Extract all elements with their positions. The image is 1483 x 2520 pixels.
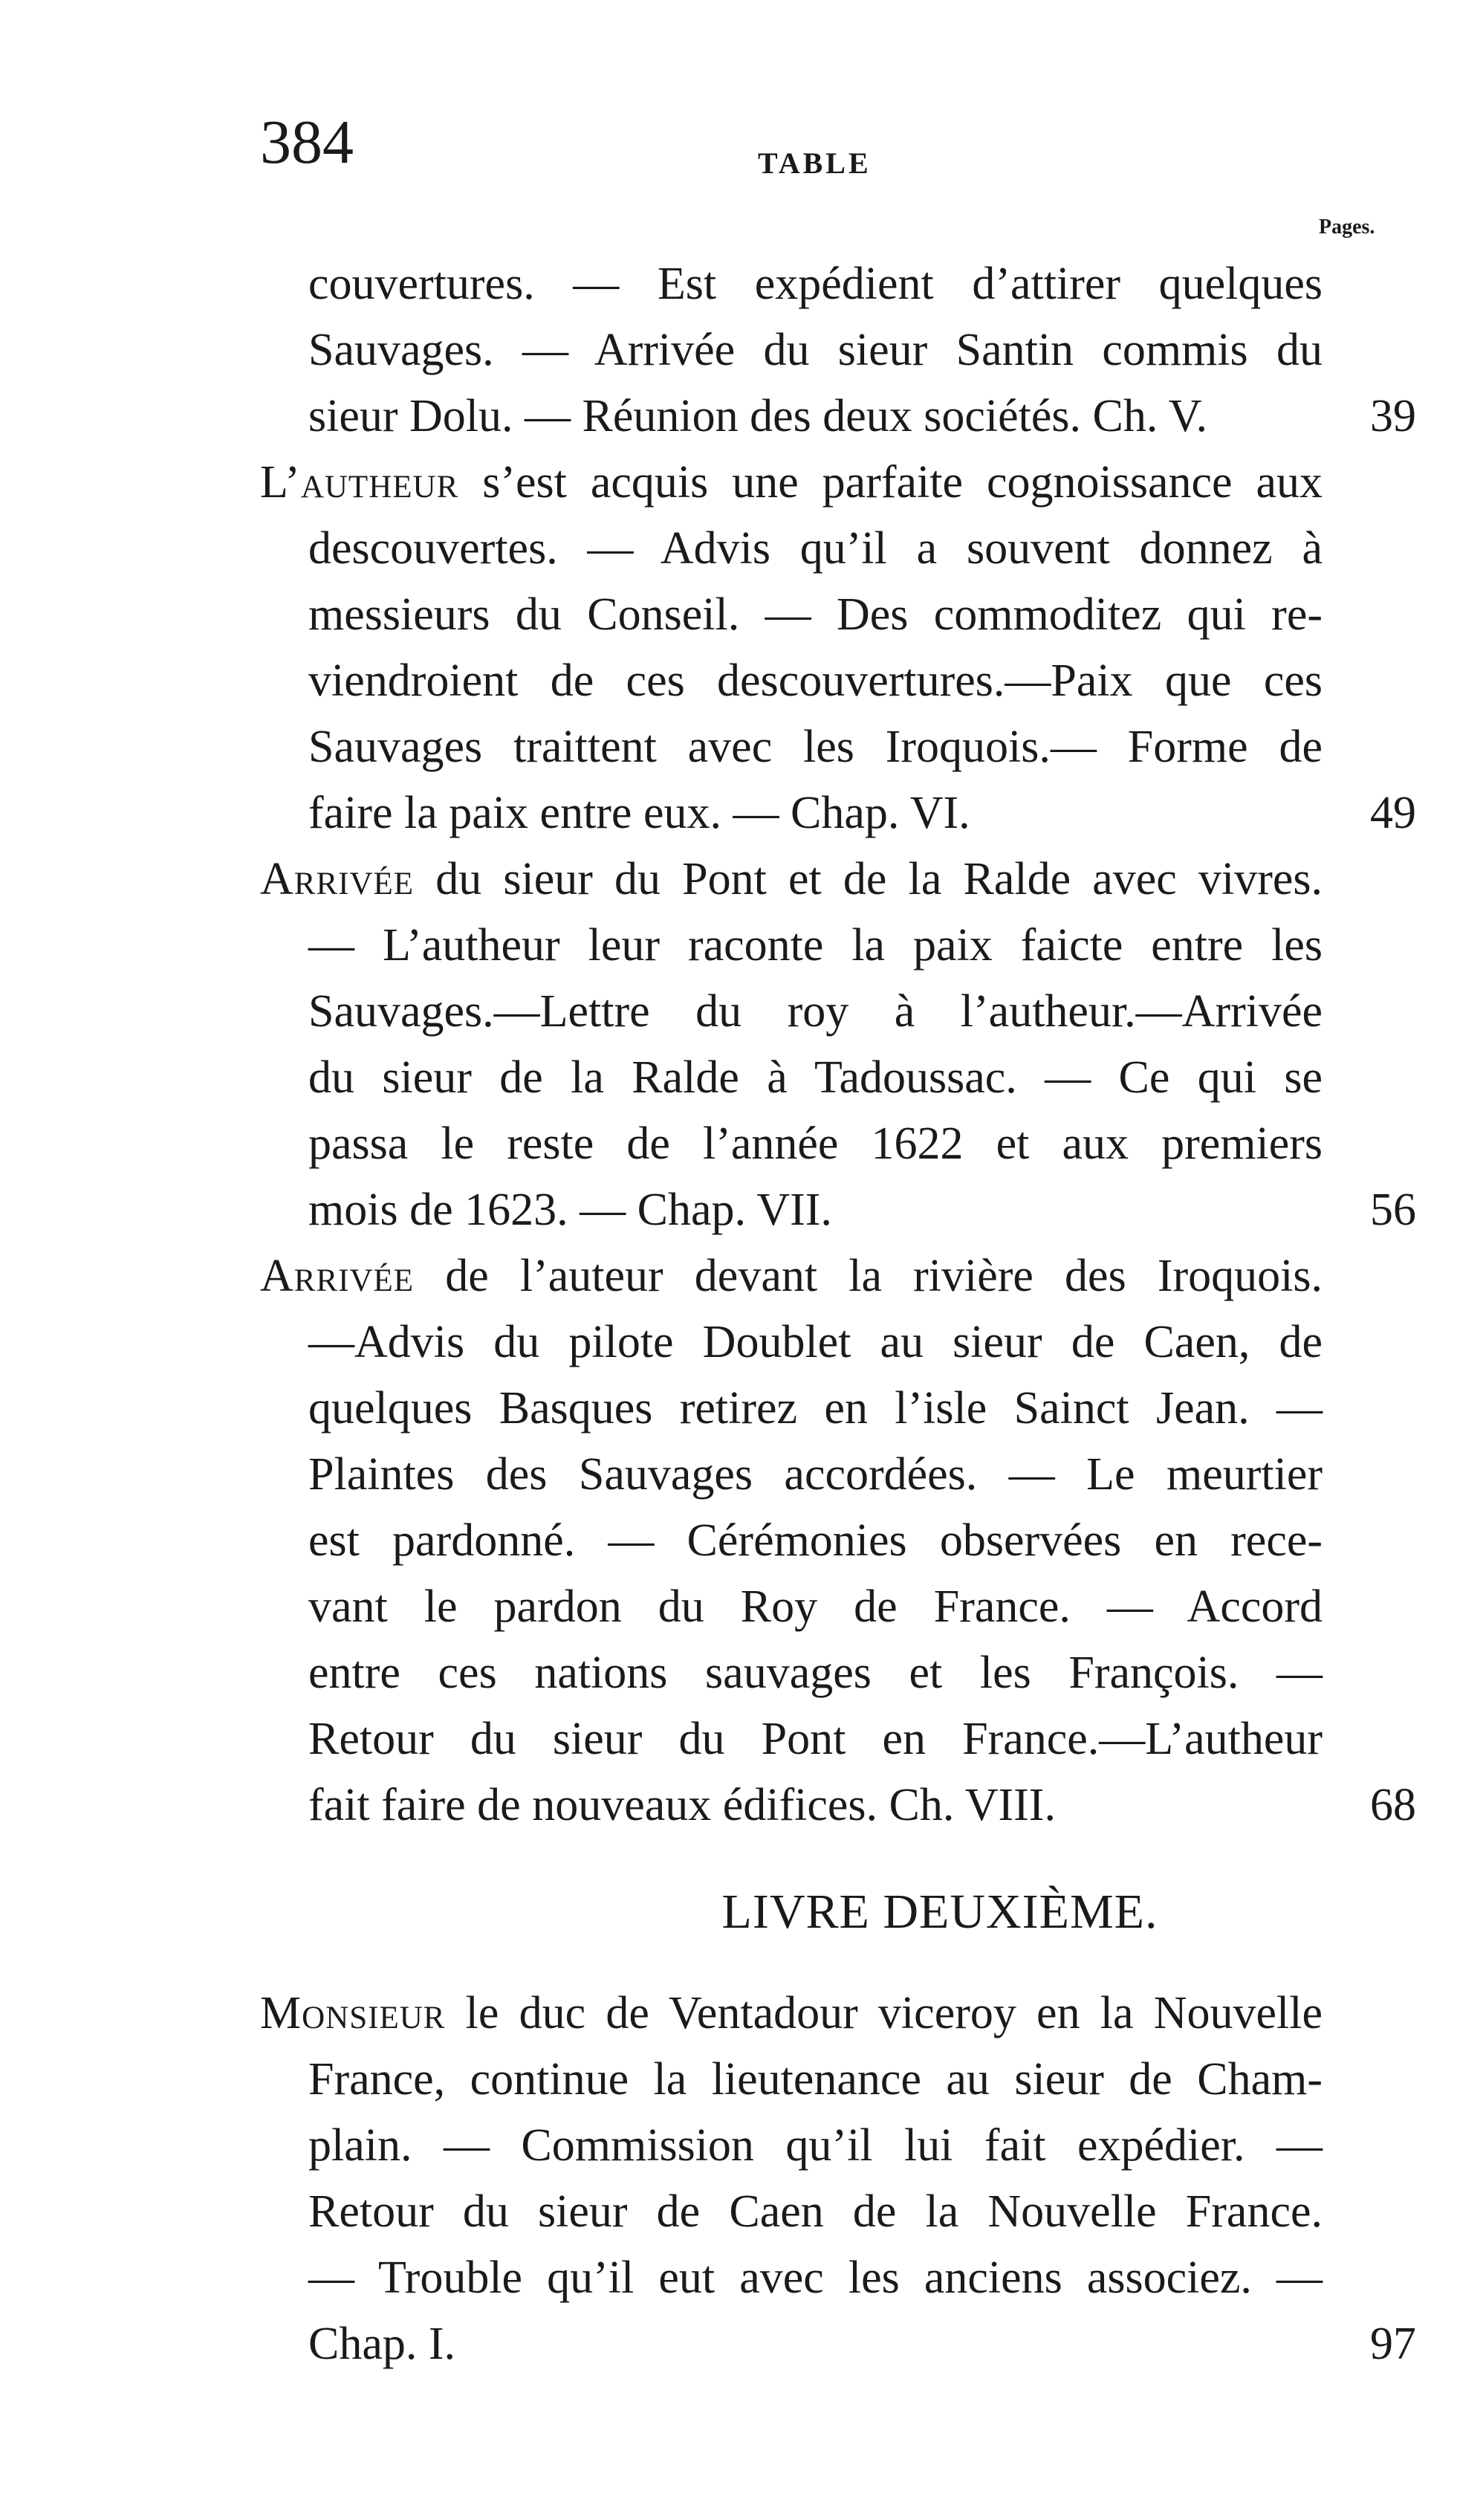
entry-line: Sauvages. — Arrivée du sieur Santin commis du	[308, 325, 1323, 375]
entry-line: mois de 1623. — Chap. VII.	[308, 1185, 832, 1235]
entry-line: France, continue la lieutenance au sieur de Cham-	[308, 2054, 1323, 2105]
entry-line: fait faire de nouveaux édifices. Ch. VIII.	[308, 1780, 1056, 1830]
entry-lead-word: Arrivée	[260, 1251, 415, 1301]
toc-entry-chapter-6	[260, 450, 1323, 846]
entry-line: viendroient de ces descouvertures.—Paix que ces	[308, 655, 1323, 706]
entry-line: quelques Basques retirez en l’isle Sainct Jean. —	[308, 1383, 1323, 1434]
entry-line: de l’auteur devant la rivière des Iroquois.	[414, 1251, 1323, 1301]
entry-line: couvertures. — Est expédient d’attirer quelques	[308, 259, 1323, 309]
entry-line: —Advis du pilote Doublet au sieur de Caen, de	[308, 1317, 1323, 1367]
entry-line: du sieur de la Ralde à Tadoussac. — Ce qui se	[308, 1052, 1323, 1103]
entry-line: est pardonné. — Cérémonies observées en rece-	[308, 1515, 1323, 1566]
pages-column-label: Pages.	[1319, 216, 1375, 239]
page-ref-chapter-8: 68	[1370, 1780, 1416, 1830]
entry-line: passa le reste de l’année 1622 et aux premiers	[308, 1118, 1323, 1169]
entry-first-line	[260, 846, 1323, 913]
page-number: 384	[260, 108, 354, 177]
entry-line: Retour du sieur de Caen de la Nouvelle France.	[308, 2186, 1323, 2237]
entry-lead-word: Arrivée	[260, 854, 415, 904]
page-ref-chapter-6: 49	[1370, 788, 1416, 838]
entry-line: messieurs du Conseil. — Des commoditez qui re-	[308, 589, 1323, 640]
entry-line: s’est acquis une parfaite cognoissance aux	[458, 457, 1323, 508]
entry-line: descouvertes. — Advis qu’il a souvent donnez à	[308, 523, 1323, 574]
entry-line: du sieur du Pont et de la Ralde avec vivres.	[414, 854, 1323, 904]
entry-line: vant le pardon du Roy de France. — Accord	[308, 1581, 1323, 1632]
entry-line: — L’autheur leur raconte la paix faicte entre les	[308, 920, 1323, 971]
entry-first-line	[260, 1980, 1323, 2047]
entry-line: — Trouble qu’il eut avec les anciens associez. —	[308, 2252, 1323, 2303]
entry-line: plain. — Commission qu’il lui fait expédier. —	[308, 2120, 1323, 2171]
entry-line: sieur Dolu. — Réunion des deux sociétés. Ch. V.	[308, 391, 1208, 441]
toc-entry-book2-chapter-1	[260, 1980, 1323, 2377]
toc-entry-chapter-5	[260, 251, 1323, 450]
entry-lead-word: Monsieur	[260, 1988, 446, 2038]
entry-line: faire la paix entre eux. — Chap. VI.	[308, 788, 970, 838]
entry-line: Plaintes des Sauvages accordées. — Le meurtier	[308, 1449, 1323, 1500]
toc-entry-chapter-8	[260, 1243, 1323, 1839]
entry-first-line	[260, 450, 1323, 516]
entry-line: Retour du sieur du Pont en France.—L’autheur	[308, 1714, 1323, 1764]
entry-line: Chap. I.	[308, 2319, 456, 2369]
entry-first-line	[260, 1243, 1323, 1309]
entry-line: le duc de Ventadour viceroy en la Nouvelle	[445, 1988, 1323, 2038]
page-ref-chapter-5: 39	[1370, 391, 1416, 441]
page-ref-book2-chapter-1: 97	[1370, 2319, 1416, 2369]
entry-line: Sauvages traittent avec les Iroquois.— Forme de	[308, 722, 1323, 772]
entry-lead-word: L’autheur	[260, 457, 459, 508]
entry-line: entre ces nations sauvages et les François. —	[308, 1648, 1323, 1698]
toc-entry-chapter-7	[260, 846, 1323, 1243]
entry-line: Sauvages.—Lettre du roy à l’autheur.—Arrivée	[308, 986, 1323, 1037]
page-ref-chapter-7: 56	[1370, 1185, 1416, 1235]
running-head: TABLE	[758, 146, 872, 180]
book-heading: LIVRE DEUXIÈME.	[721, 1885, 1158, 1939]
